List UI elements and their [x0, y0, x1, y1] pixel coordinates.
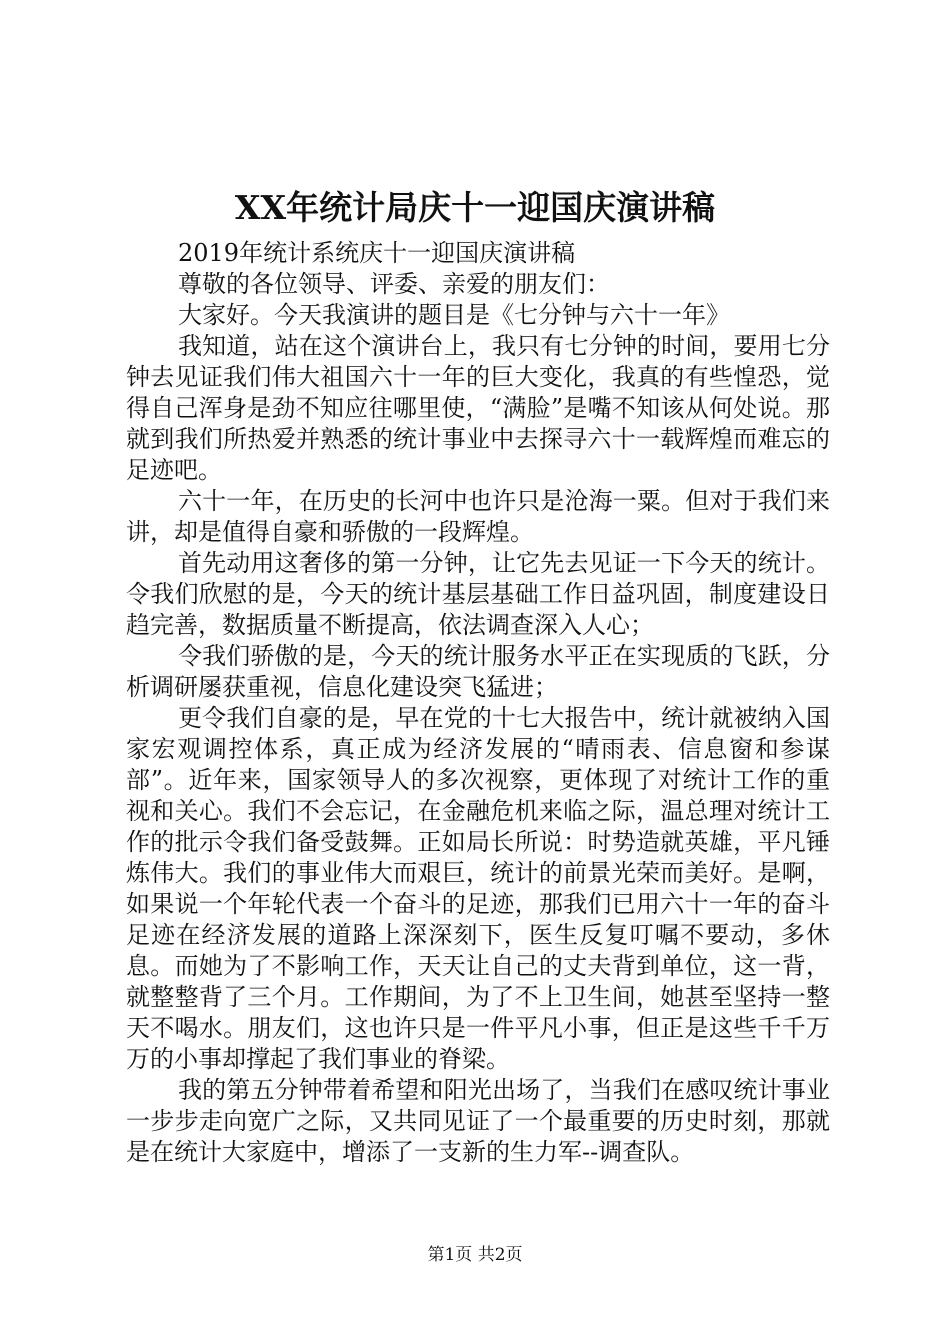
paragraph-fifth-minute: 我的第五分钟带着希望和阳光出场了，当我们在感叹统计事业一步步走向宽广之际，又共同见证了一个最重要的历史时刻，那就是在统计大家庭中，增添了一支新的生力军--调查队。 [126, 1076, 830, 1166]
paragraph-service-level: 令我们骄傲的是，今天的统计服务水平正在实现质的飞跃，分析调研屡获重视，信息化建设突飞猛进； [126, 642, 830, 701]
paragraph-salutation: 尊敬的各位领导、评委、亲爱的朋友们： [178, 270, 610, 298]
paragraph-first-minute: 首先动用这奢侈的第一分钟，让它先去见证一下今天的统计。令我们欣慰的是，今天的统计基层基础工作日益巩固，制度建设日趋完善，数据质量不断提高，依法调查深入人心； [126, 549, 830, 639]
document-body [126, 238, 830, 1168]
paragraph-sixty-one-years: 六十一年，在历史的长河中也许只是沧海一粟。但对于我们来讲，却是值得自豪和骄傲的一段辉煌。 [126, 487, 830, 546]
paragraph-pride: 更令我们自豪的是，早在党的十七大报告中，统计就被纳入国家宏观调控体系，真正成为经济发展的“晴雨表、信息窗和参谋部”。近年来，国家领导人的多次视察，更体现了对统计工作的重视和关心。我们不会忘记，在金融危机来临之际，温总理对统计工作的批示令我们备受鼓舞。正如局长所说：时势造就英雄，平凡锤炼伟大。我们的事业伟大而艰巨，统计的前景光荣而美好。是啊，如果说一个年轮代表一个奋斗的足迹，那我们已用六十一年的奋斗足迹在经济发展的道路上深深刻下，医生反复叮嘱不要动，多休息。而她为了不影响工作，天天让自己的丈夫背到单位，这一背，就整整背了三个月。工作期间，为了不上卫生间，她甚至坚持一整天不喝水。朋友们，这也许只是一件平凡小事，但正是这些千千万万的小事却撑起了我们事业的脊梁。 [126, 704, 830, 1073]
paragraph-intro: 我知道，站在这个演讲台上，我只有七分钟的时间，要用七分钟去见证我们伟大祖国六十一年的巨大变化，我真的有些惶恐，觉得自己浑身是劲不知应往哪里使，“满脸”是嘴不知该从何处说。那就到我们所热爱并熟悉的统计事业中去探寻六十一载辉煌而难忘的足迹吧。 [126, 332, 830, 484]
document-title: XX年统计局庆十一迎国庆演讲稿 [234, 188, 716, 227]
paragraph-greeting: 大家好。今天我演讲的题目是《七分钟与六十一年》 [178, 301, 730, 329]
page-number-footer: 第1页 共2页 [427, 1245, 523, 1265]
paragraph-subtitle: 2019年统计系统庆十一迎国庆演讲稿 [178, 239, 576, 267]
